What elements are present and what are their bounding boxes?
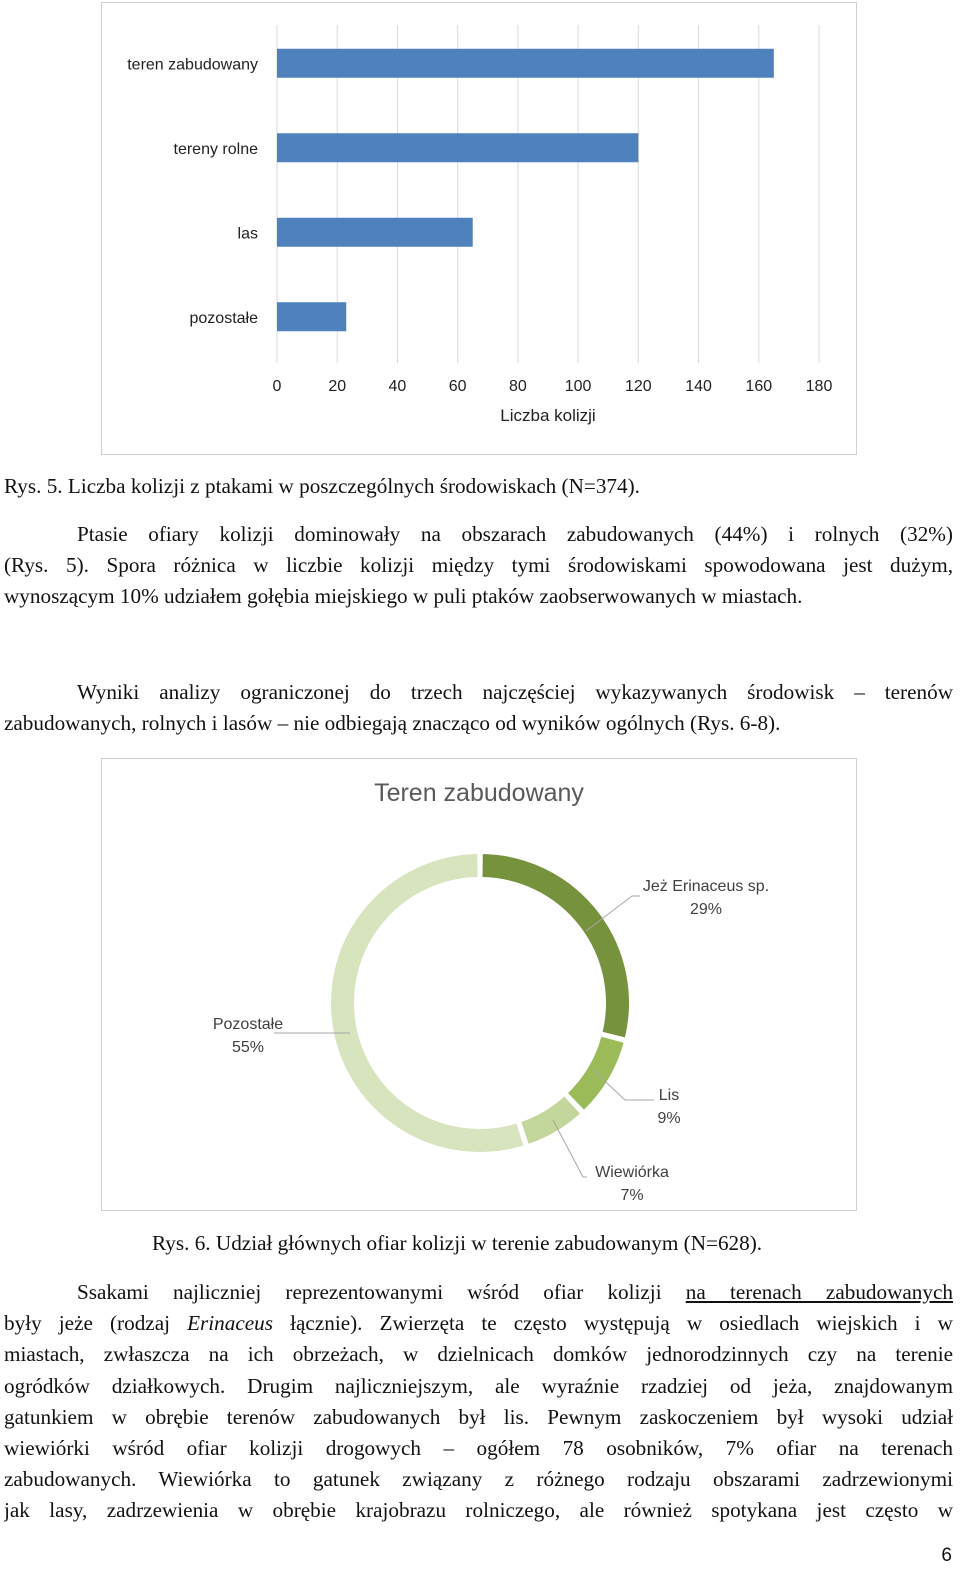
paragraph-line: jak lasy, zadrzewienia w obrębie krajobrazu rolniczego, ale również spotykana jest często w	[4, 1498, 953, 1523]
slice-label: Lis	[658, 1087, 680, 1104]
x-tick-label: 180	[805, 378, 833, 395]
x-tick-label: 60	[448, 378, 467, 395]
paragraph-line: miastach, zwłaszcza na ich obrzeżach, w dzielnicach domków jednorodzinnych czy na terenie	[4, 1342, 953, 1367]
underlined-text: na terenach zabudowanych	[685, 1280, 953, 1304]
paragraph-line: zabudowanych, rolnych i lasów – nie odbiegają znacząco od wyników ogólnych (Rys. 6-8).	[4, 711, 781, 736]
paragraph-2	[4, 677, 953, 739]
figure-caption-6: Rys. 6. Udział głównych ofiar kolizji w terenie zabudowanym (N=628).	[152, 1231, 763, 1255]
paragraph-line: (Rys. 5). Spora różnica w liczbie kolizji między tymi środowiskami spowodowana jest dużym,	[4, 553, 953, 578]
bar-chart	[101, 2, 857, 455]
slice-percent-label: 9%	[657, 1110, 681, 1127]
paragraph-line: ogródków działkowych. Drugim najliczniejszym, ale wyraźnie rzadziej od jeża, znajdowanym	[4, 1373, 953, 1398]
bar	[277, 302, 346, 331]
doughnut-chart	[101, 758, 857, 1211]
x-tick-label: 140	[685, 378, 712, 395]
doughnut-chart-svg	[102, 759, 856, 1210]
paragraph-line: wiewiórki wśród ofiar kolizji drogowych – ogółem 78 osobników, 7% ofiar na terenach	[4, 1435, 953, 1460]
italic-text: Erinaceus	[187, 1311, 274, 1336]
page-number: 6	[941, 1545, 952, 1566]
doughnut-slice	[481, 853, 630, 1039]
slice-percent-label: 29%	[689, 901, 723, 918]
text-run: były jeże (rodzaj	[4, 1311, 188, 1336]
figure-caption-5: Rys. 5. Liczba kolizji z ptakami w poszczególnych środowiskach (N=374).	[4, 474, 640, 498]
paragraph-line: wynoszącym 10% udziałem gołębia miejskiego w puli ptaków zaobserwowanych w miastach.	[4, 584, 803, 609]
x-axis-label: Liczba kolizji	[500, 406, 596, 425]
chart-title: Teren zabudowany	[374, 779, 584, 807]
x-tick-label: 80	[508, 378, 527, 395]
x-tick-label: 0	[272, 378, 282, 395]
paragraph-line: zabudowanych. Wiewiórka to gatunek związany z różnego rodzaju obszarami zadrzewionymi	[4, 1467, 953, 1492]
doughnut-slice	[520, 1095, 581, 1145]
bar	[277, 218, 473, 247]
doughnut-slice	[330, 853, 525, 1153]
x-tick-label: 160	[745, 378, 773, 395]
category-label: las	[237, 225, 258, 243]
paragraph-line: gatunkiem w obrębie terenów zabudowanych był lis. Pewnym zaskoczeniem był wysoki udział	[4, 1404, 953, 1429]
bar-chart-svg	[102, 3, 856, 454]
slice-percent-label: 7%	[620, 1187, 644, 1204]
paragraph-line	[4, 1308, 953, 1339]
category-label: pozostałe	[189, 309, 258, 327]
text-run: Ssakami najliczniej reprezentowanymi wśród ofiar kolizji	[77, 1280, 686, 1304]
paragraph-line: Ptasie ofiary kolizji dominowały na obszarach zabudowanych (44%) i rolnych (32%)	[77, 522, 953, 546]
x-tick-label: 120	[624, 378, 652, 395]
category-label: teren zabudowany	[127, 56, 258, 74]
slice-label: Pozostałe	[212, 1016, 284, 1033]
category-label: tereny rolne	[173, 140, 258, 158]
x-tick-label: 100	[564, 378, 592, 395]
x-tick-label: 20	[328, 378, 347, 395]
slice-percent-label: 55%	[231, 1039, 265, 1056]
paragraph-line	[4, 1277, 953, 1308]
bar	[277, 49, 774, 78]
paragraph-1	[4, 519, 953, 613]
bar	[277, 133, 638, 162]
paragraph-3	[4, 1277, 953, 1527]
x-tick-label: 40	[388, 378, 407, 395]
text-run: łącznie). Zwierzęta te często występują w osiedlach wiejskich i w	[273, 1311, 953, 1336]
slice-label: Wiewiórka	[595, 1164, 669, 1181]
slice-label: Jeż Erinaceus sp.	[642, 878, 770, 895]
doughnut-slice	[567, 1036, 625, 1112]
paragraph-line: Wyniki analizy ograniczonej do trzech najczęściej wykazywanych środowisk – terenów	[77, 680, 953, 704]
